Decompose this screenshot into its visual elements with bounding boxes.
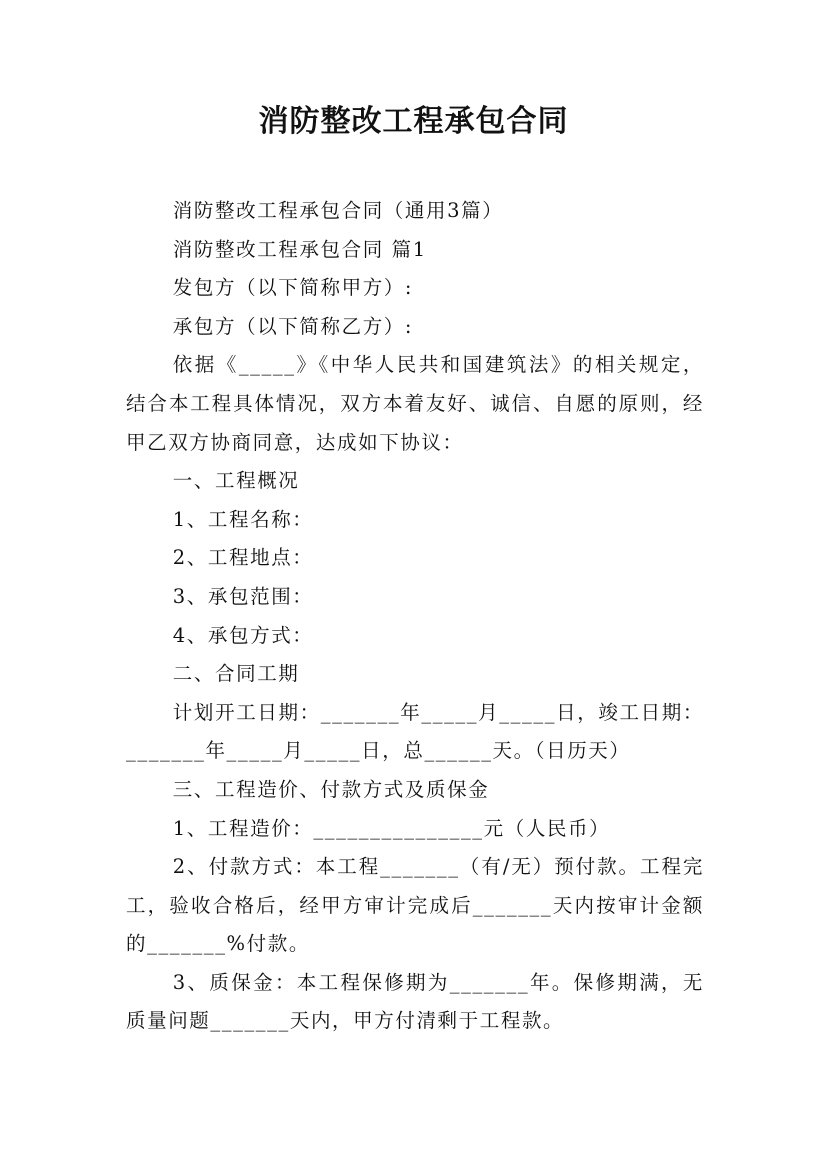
paragraph-party-b: 承包方（以下简称乙方）:: [172, 314, 414, 338]
paragraph-subtitle: 消防整改工程承包合同（通用3篇）: [172, 199, 504, 222]
paragraph-cost: 1、工程造价：_______________元（人民币）: [172, 816, 611, 840]
paragraph-project-location: 2、工程地点：: [172, 546, 314, 570]
document-body: [126, 192, 704, 1041]
paragraph-heading-overview: 一、工程概况: [172, 469, 300, 493]
paragraph-heading-schedule: 二、合同工期: [172, 662, 300, 686]
paragraph-method: 4、承包方式：: [172, 623, 314, 647]
paragraph-preamble: 依据《_____》《中华人民共和国建筑法》的相关规定，结合本工程具体情况，双方本着友好、诚信、自愿的原则，经甲乙双方协商同意，达成如下协议：: [126, 353, 704, 454]
paragraph-warranty: 3、质保金：本工程保修期为_______年。保修期满，无质量问题_______天内，甲方付清剩于工程款。: [126, 970, 704, 1033]
paragraph-party-a: 发包方（以下简称甲方）:: [172, 276, 414, 300]
paragraph-section-heading: 消防整改工程承包合同 篇1: [172, 237, 427, 261]
paragraph-heading-cost: 三、工程造价、付款方式及质保金: [172, 777, 490, 801]
paragraph-payment: 2、付款方式：本工程_______（有/无）预付款。工程完工，验收合格后，经甲方审计完成后_______天内按审计金额的_______%付款。: [126, 855, 704, 956]
paragraph-schedule-dates: 计划开工日期：_______年_____月_____日，竣工日期：_______年_____月_____日，总______天。（日历天）: [126, 700, 704, 763]
document-title: 消防整改工程承包合同: [258, 104, 569, 139]
paragraph-scope: 3、承包范围：: [172, 584, 314, 608]
paragraph-project-name: 1、工程名称：: [172, 507, 314, 531]
